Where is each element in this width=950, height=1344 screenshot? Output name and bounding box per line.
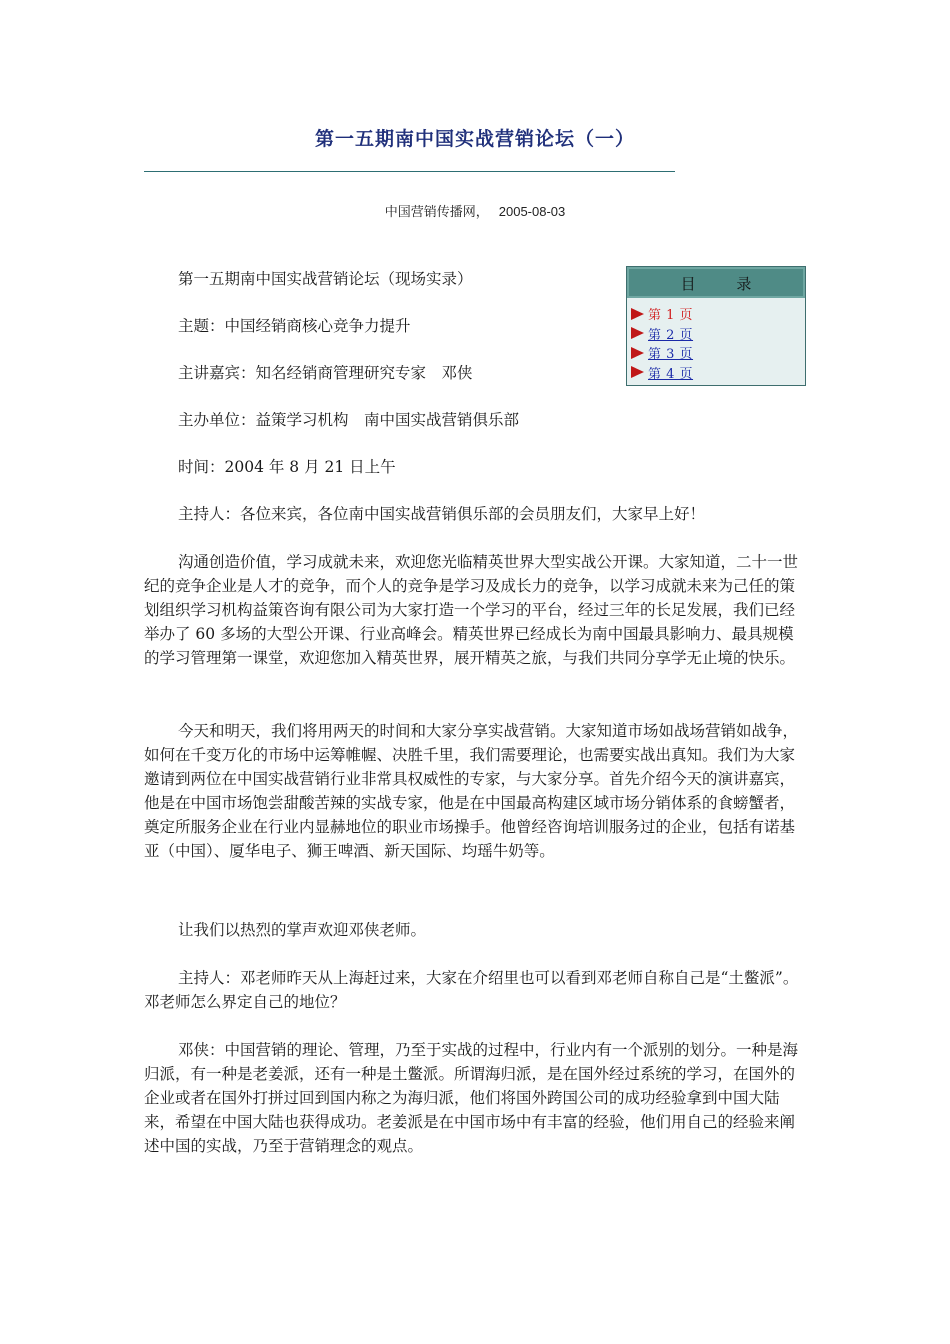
speaker-line: 主讲嘉宾：知名经销商管理研究专家 邓侠 bbox=[178, 364, 473, 382]
paragraph-host-question: 主持人：邓老师昨天从上海赶过来，大家在介绍里也可以看到邓老师自称自己是“土鳖派”。邓老师怎么界定自己的地位？ bbox=[144, 969, 799, 1011]
table-of-contents bbox=[626, 266, 806, 386]
toc-item-page-2[interactable] bbox=[631, 324, 805, 344]
toc-item-page-1[interactable] bbox=[631, 304, 805, 324]
topic-line: 主题：中国经销商核心竞争力提升 bbox=[178, 317, 411, 335]
arrow-right-icon bbox=[631, 366, 644, 378]
paragraph-answer: 邓侠：中国营销的理论、管理，乃至于实战的过程中，行业内有一个派别的划分。一种是海归派，有一种是老姜派，还有一种是土鳖派。所谓海归派，是在国外经过系统的学习，在国外的企业或者在国外打拼过回到国内称之为海归派，他们将国外跨国公司的成功经验拿到中国大陆来，希望在中国大陆也获得成功。老姜派是在中国市场中有丰富的经验，他们用自己的经验来阐述中国的实战，乃至于营销理念的观点。 bbox=[144, 1041, 799, 1155]
toc-link-label[interactable]: 第 2 页 bbox=[648, 327, 694, 343]
organizer-line: 主办单位：益策学习机构 南中国实战营销俱乐部 bbox=[178, 411, 520, 429]
record-title-line: 第一五期南中国实战营销论坛（现场实录） bbox=[178, 270, 473, 288]
arrow-right-icon bbox=[631, 347, 644, 359]
toc-link-label[interactable]: 第 4 页 bbox=[648, 366, 694, 382]
arrow-right-icon bbox=[631, 327, 644, 339]
arrow-right-icon bbox=[631, 308, 644, 320]
article-meta bbox=[0, 201, 950, 220]
toc-item-page-3[interactable] bbox=[631, 343, 805, 363]
paragraph-host-greeting: 主持人：各位来宾，各位南中国实战营销俱乐部的会员朋友们，大家早上好！ bbox=[178, 505, 706, 523]
page-title: 第一五期南中国实战营销论坛（一） bbox=[314, 128, 635, 150]
toc-item-page-4[interactable] bbox=[631, 363, 805, 383]
toc-link-label[interactable]: 第 3 页 bbox=[648, 347, 694, 363]
source-label: 中国营销传播网， bbox=[384, 205, 489, 220]
paragraph-welcome: 让我们以热烈的掌声欢迎邓侠老师。 bbox=[178, 921, 427, 939]
publish-date: 2005-08-03 bbox=[498, 204, 566, 219]
toc-list bbox=[627, 298, 805, 382]
time-line: 时间：2004 年 8 月 21 日上午 bbox=[178, 458, 396, 476]
toc-heading: 目 录 bbox=[627, 267, 805, 298]
paragraph-intro: 沟通创造价值，学习成就未来，欢迎您光临精英世界大型实战公开课。大家知道，二十一世纪的竞争企业是人才的竞争，而个人的竞争是学习及成长力的竞争，以学习成就未来为己任的策划组织学习机构益策咨询有限公司为大家打造一个学习的平台，经过三年的长足发展，我们已经举办了 60 多场的大型公开课、行业高峰会。精英世界已经成长为南中国最具影响力、最具规模的学习管理第一课堂，欢迎您加入精英世界，展开精英之旅，与我们共同分享学无止境的快乐。 bbox=[144, 553, 799, 667]
title-divider bbox=[144, 171, 675, 172]
paragraph-speaker-intro: 今天和明天，我们将用两天的时间和大家分享实战营销。大家知道市场如战场营销如战争，如何在千变万化的市场中运筹帷幄、决胜千里，我们需要理论，也需要实战出真知。我们为大家邀请到两位在中国实战营销行业非常具权威性的专家，与大家分享。首先介绍今天的演讲嘉宾，他是在中国市场饱尝甜酸苦辣的实战专家，他是在中国最高构建区域市场分销体系的食螃蟹者，奠定所服务企业在行业内显赫地位的职业市场操手。他曾经咨询培训服务过的企业，包括有诺基亚（中国）、厦华电子、狮王啤酒、新天国际、均瑶牛奶等。 bbox=[144, 722, 799, 860]
toc-link-label[interactable]: 第 1 页 bbox=[648, 308, 694, 324]
